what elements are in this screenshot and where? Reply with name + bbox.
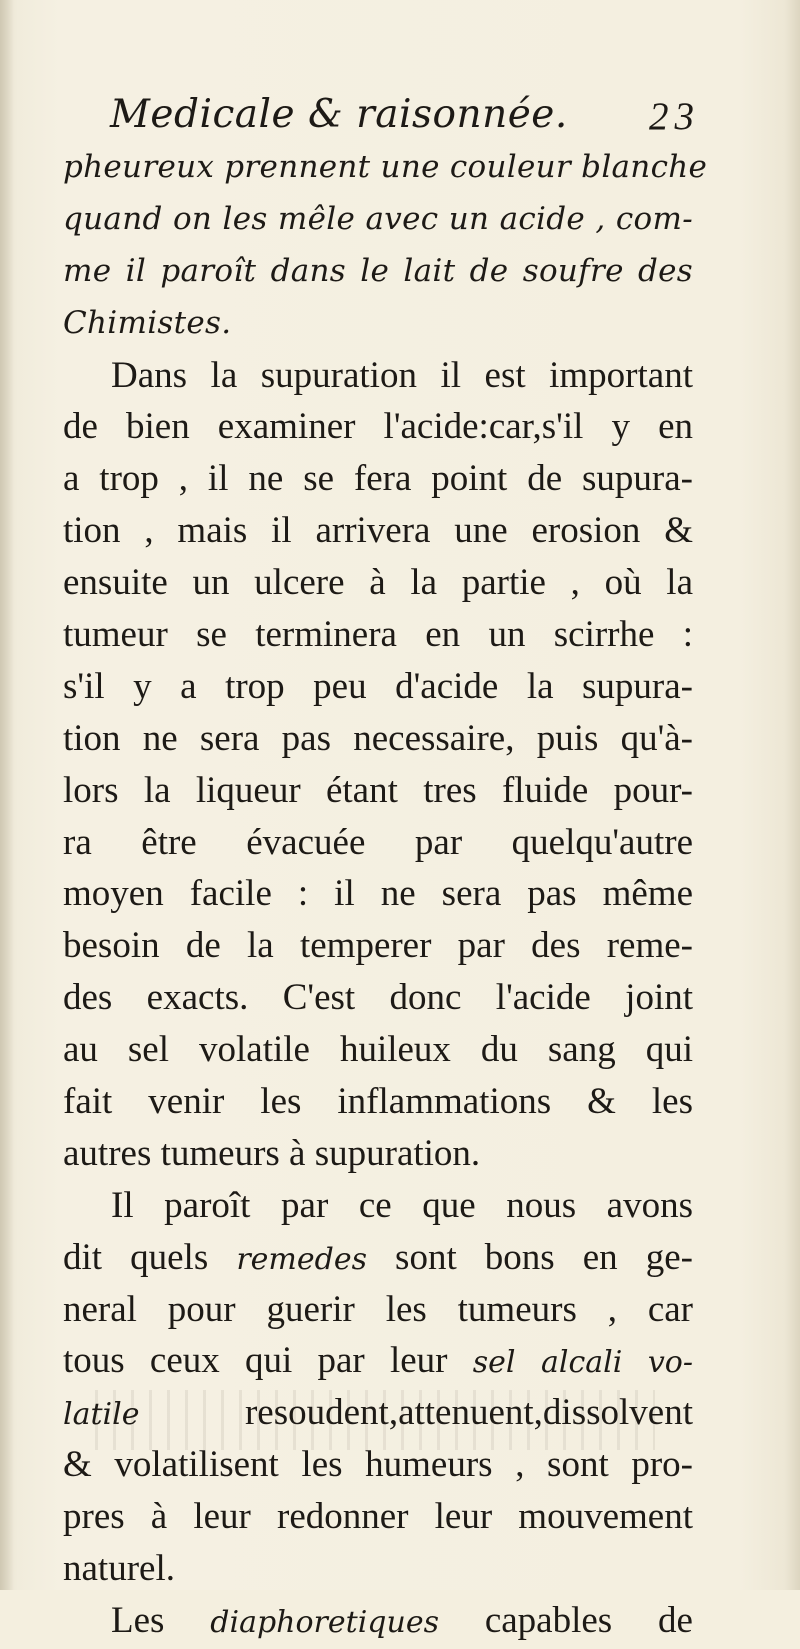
- text-line: [63, 1180, 693, 1232]
- text-line: [63, 920, 693, 972]
- text-line: [63, 1335, 693, 1387]
- page-gutter-shadow: [0, 0, 14, 1590]
- text-line: [63, 1232, 693, 1284]
- text-run: naturel.: [63, 1548, 175, 1590]
- text-run: Les: [111, 1599, 211, 1641]
- text-run: Il paroît par ce que nous avons: [111, 1184, 693, 1226]
- text-run: neral pour guerir les tumeurs , car: [63, 1288, 693, 1330]
- text-run: me il paroît dans le lait de soufre des: [63, 252, 693, 289]
- text-line: [63, 350, 693, 402]
- text-line: [63, 868, 693, 920]
- text-line: [63, 453, 693, 505]
- text-run: besoin de la temperer par des reme-: [63, 925, 693, 967]
- text-line: [63, 765, 693, 817]
- text-run: quand on les mêle avec un acide , com-: [63, 200, 693, 237]
- text-line: [63, 609, 693, 661]
- text-line: [63, 1284, 693, 1336]
- text-line: [63, 1543, 693, 1595]
- text-run: resoudent,attenuent,dissolvent: [139, 1392, 693, 1434]
- text-line: [63, 972, 693, 1024]
- text-run: capables de: [438, 1599, 693, 1641]
- text-run: lors la liqueur étant tres fluide pour-: [63, 769, 693, 811]
- text-run: fait venir les inflammations & les: [63, 1081, 693, 1123]
- running-head-title: Medicale & raisonnée.: [110, 92, 568, 137]
- text-run: tion , mais il arrivera une erosion &: [63, 510, 693, 552]
- italic-term: latile: [63, 1397, 140, 1433]
- text-run: Dans la supuration il est important: [111, 354, 693, 396]
- text-line: [63, 298, 693, 350]
- text-run: tion ne sera pas necessaire, puis qu'à-: [63, 717, 693, 759]
- italic-term: diaphoretiques: [210, 1604, 439, 1640]
- text-line: [63, 194, 693, 246]
- text-line: [63, 817, 693, 869]
- text-line: [63, 713, 693, 765]
- text-run: tous ceux qui par leur: [63, 1340, 473, 1382]
- text-line: [63, 661, 693, 713]
- text-run: dit quels: [63, 1236, 237, 1278]
- text-run: s'il y a trop peu d'acide la supura-: [63, 665, 693, 707]
- text-run: sont bons en ge-: [366, 1236, 693, 1278]
- text-line: [63, 1024, 693, 1076]
- text-line: [63, 1076, 693, 1128]
- text-line: [63, 505, 693, 557]
- text-run: & volatilisent les humeurs , sont pro-: [63, 1444, 693, 1486]
- text-run: de bien examiner l'acide:car,s'il y en: [63, 406, 693, 448]
- text-run: ensuite un ulcere à la partie , où la: [63, 562, 693, 604]
- text-run: pheureux prennent une couleur blanche: [63, 149, 708, 185]
- running-head: [110, 92, 700, 148]
- text-run: a trop , il ne se fera point de supura-: [63, 458, 693, 500]
- show-through-ink: [95, 1390, 655, 1450]
- page-number: 23: [649, 95, 700, 138]
- text-run: des exacts. C'est donc l'acide joint: [63, 977, 693, 1019]
- text-run: pres à leur redonner leur mouvement: [63, 1496, 693, 1538]
- text-run: autres tumeurs à supuration.: [63, 1132, 481, 1174]
- text-line: [63, 401, 693, 453]
- text-line: [63, 1595, 693, 1647]
- text-line: [63, 142, 708, 194]
- text-run: au sel volatile huileux du sang qui: [63, 1029, 693, 1071]
- text-line: [63, 1491, 693, 1543]
- text-run: tumeur se terminera en un scirrhe :: [63, 614, 693, 656]
- text-line: [63, 1128, 693, 1180]
- italic-term: sel alcali vo-: [472, 1345, 693, 1381]
- text-line: [63, 246, 693, 298]
- text-run: Chimistes.: [63, 304, 232, 341]
- text-run: moyen facile : il ne sera pas même: [63, 873, 693, 915]
- text-line: [63, 557, 693, 609]
- italic-term: remedes: [236, 1241, 367, 1277]
- text-run: ra être évacuée par quelqu'autre: [63, 821, 693, 863]
